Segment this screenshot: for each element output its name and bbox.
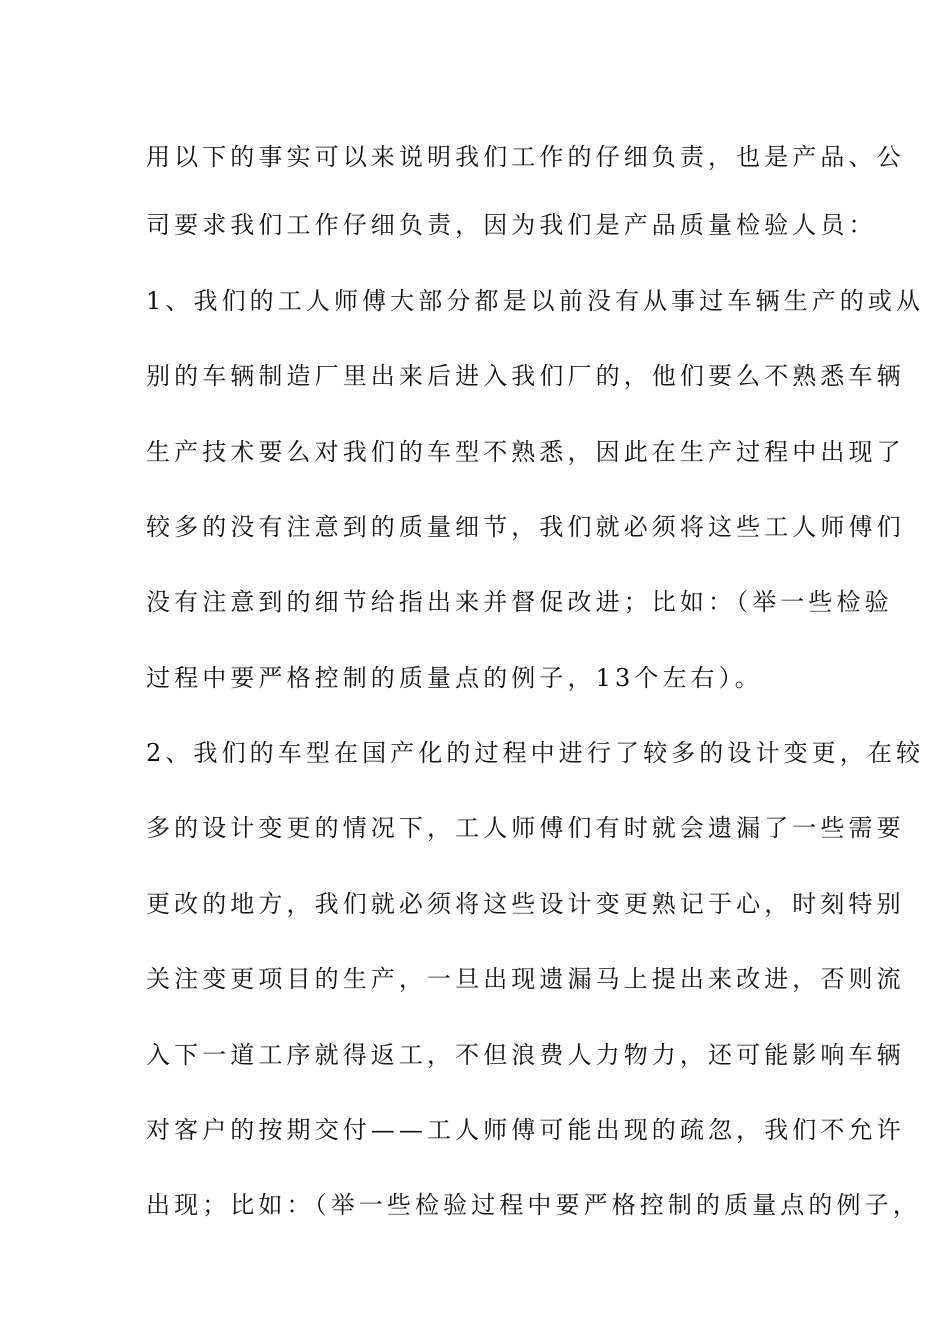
text-line-5: 生产技术要么对我们的车型不熟悉，因此在生产过程中出现了 (146, 438, 905, 466)
text-line-13: 入下一道工序就得返工，不但浪费人力物力，还可能影响车辆 (146, 1041, 905, 1069)
text-line-10: 多的设计变更的情况下，工人师傅们有时就会遗漏了一些需要 (146, 814, 905, 842)
text-line-6: 较多的没有注意到的质量细节，我们就必须将这些工人师傅们 (146, 513, 905, 541)
text-line-15: 出现；比如：（举一些检验过程中要严格控制的质量点的例子， (146, 1191, 921, 1219)
text-line-3: 1、我们的工人师傅大部分都是以前没有从事过车辆生产的或从 (146, 287, 925, 315)
text-line-7: 没有注意到的细节给指出来并督促改进；比如：（举一些检验 (146, 588, 893, 616)
text-line-8: 过程中要严格控制的质量点的例子，13个左右）。 (146, 664, 763, 692)
text-line-12: 关注变更项目的生产，一旦出现遗漏马上提出来改进，否则流 (146, 965, 905, 993)
text-line-9: 2、我们的车型在国产化的过程中进行了较多的设计变更，在较 (146, 739, 925, 767)
text-line-2: 司要求我们工作仔细负责，因为我们是产品质量检验人员： (146, 211, 877, 239)
text-line-4: 别的车辆制造厂里出来后进入我们厂的，他们要么不熟悉车辆 (146, 362, 905, 390)
text-line-11: 更改的地方，我们就必须将这些设计变更熟记于心，时刻特别 (146, 890, 905, 918)
text-line-1: 用以下的事实可以来说明我们工作的仔细负责，也是产品、公 (146, 143, 905, 171)
text-line-14: 对客户的按期交付——工人师傅可能出现的疏忽，我们不允许 (146, 1116, 905, 1144)
